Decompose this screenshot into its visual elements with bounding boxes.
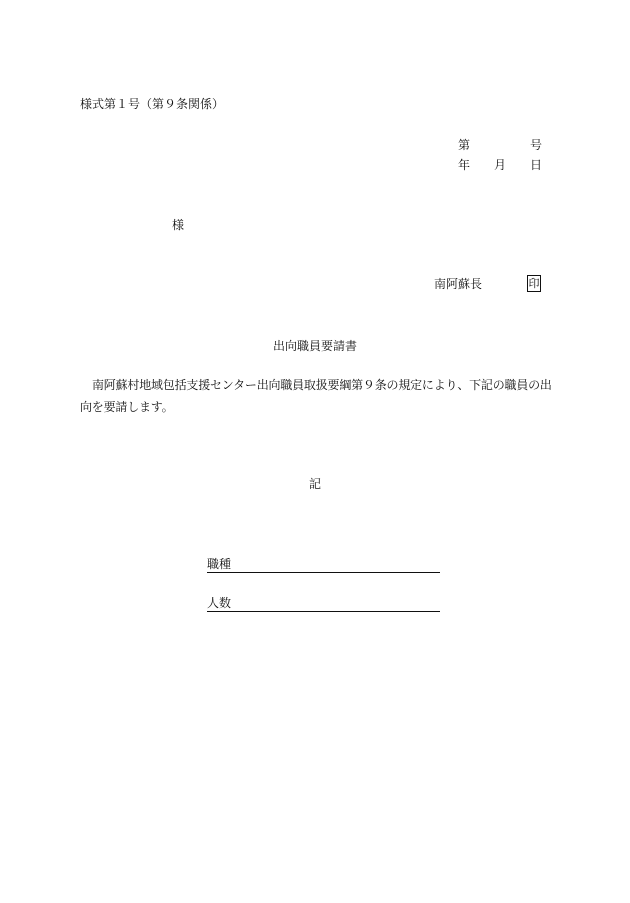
document-title: 出向職員要請書 xyxy=(272,339,357,353)
doc-number-prefix: 第 xyxy=(458,138,471,152)
day-label: 日 xyxy=(530,158,543,172)
job-type-field[interactable] xyxy=(207,556,440,573)
headcount-field[interactable] xyxy=(207,595,440,612)
doc-number-suffix: 号 xyxy=(530,138,543,152)
headcount-label: 人数 xyxy=(207,596,232,610)
document-number xyxy=(458,137,542,153)
year-label: 年 xyxy=(458,158,471,172)
body-text: 南阿蘇村地域包括支援センター出向職員取扱要綱第９条の規定により、下記の職員の出向を要請します。 xyxy=(80,378,552,414)
seal-mark: 印 xyxy=(528,277,540,290)
month-label: 月 xyxy=(494,158,507,172)
form-number: 様式第１号（第９条関係） xyxy=(80,97,225,111)
date-line xyxy=(458,157,542,173)
sender-name: 南阿蘇長 xyxy=(434,277,483,291)
recipient-honorific: 様 xyxy=(172,218,185,232)
job-type-label: 職種 xyxy=(207,557,232,571)
ki-label: 記 xyxy=(308,477,321,491)
